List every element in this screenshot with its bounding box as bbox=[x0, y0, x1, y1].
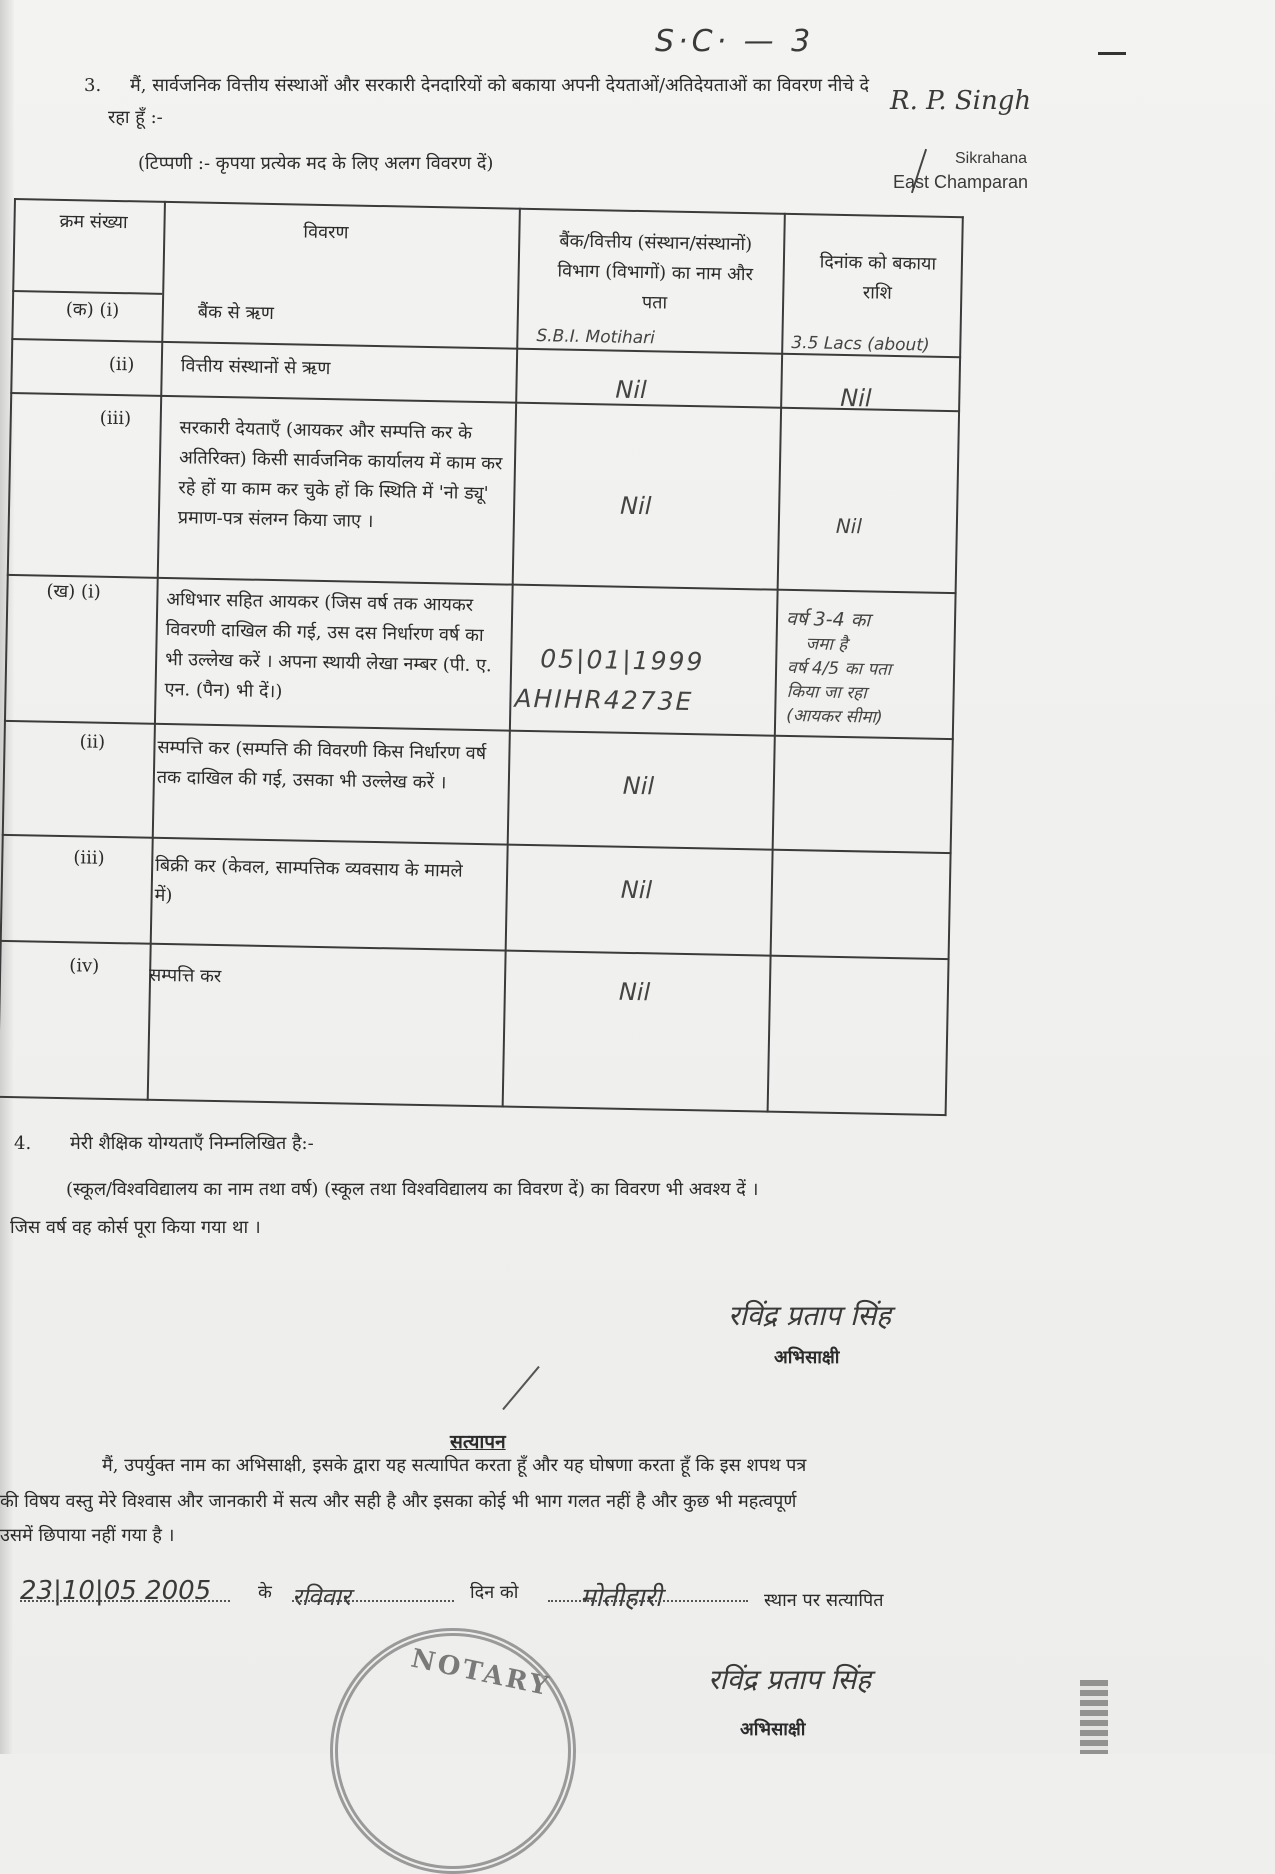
place-dotted-line bbox=[548, 1600, 748, 1602]
para3-note: (टिप्पणी :- कृपया प्रत्येक मद के लिए अलग विवरण दें) bbox=[138, 153, 494, 174]
day-dotted-line bbox=[292, 1600, 454, 1602]
row4-serial: (ख) (i) bbox=[46, 580, 101, 603]
para3-text-line2: रहा हूँ :- bbox=[108, 107, 163, 128]
para3-number: 3. bbox=[84, 75, 102, 96]
para4-sub-line2: जिस वर्ष वह कोर्स पूरा किया गया था । bbox=[10, 1217, 261, 1238]
deponent-signature-2: रविंद्र प्रताप सिंह bbox=[708, 1663, 872, 1696]
notary-seal-text: NOTARY bbox=[408, 1643, 554, 1703]
header-bank: बैंक/वित्तीय (संस्थान/संस्थानों) विभाग (विभागों) का नाम और पता bbox=[557, 230, 754, 314]
row4-amount-line4: किया जा रहा bbox=[786, 681, 867, 704]
verification-title: सत्यापन bbox=[450, 1431, 506, 1453]
row3-bank-handwritten: Nil bbox=[619, 491, 652, 521]
verification-place: मोतीहारी bbox=[580, 1583, 662, 1613]
deponent-label-2: अभिसाक्षी bbox=[740, 1719, 806, 1740]
verification-day: रविवार bbox=[292, 1583, 351, 1611]
dash-mark bbox=[1098, 52, 1126, 55]
verification-line1: मैं, उपर्युक्त नाम का अभिसाक्षी, इसके द्वारा यह सत्यापित करता हूँ और यह घोषणा करता हूँ कि इस शपथ पत्र bbox=[102, 1455, 807, 1476]
notary-seal bbox=[330, 1628, 576, 1874]
row7-serial: (iv) bbox=[69, 955, 100, 977]
row2-details: वित्तीय संस्थानों से ऋण bbox=[180, 355, 331, 380]
row4-details: अधिभार सहित आयकर (जिस वर्ष तक आयकर विवरणी दाखिल की गई, उस दस निर्धारण वर्ष का भी उल्लेख करें । अपना स्थायी लेखा नम्बर (पी. ए. एन. (पैन) भी दें।) bbox=[164, 589, 492, 703]
row4-date-handwritten: 05|01|1999 bbox=[539, 644, 705, 677]
deponent-label-1: अभिसाक्षी bbox=[774, 1347, 840, 1368]
sthan-label: स्थान पर सत्यापित bbox=[764, 1590, 884, 1611]
row4-amount-line1: वर्ष 3-4 का bbox=[785, 607, 871, 632]
row6-serial: (iii) bbox=[73, 847, 105, 869]
row1-serial: (क) (i) bbox=[65, 299, 120, 322]
row4-amount-line5: (आयकर सीमा) bbox=[786, 705, 883, 728]
din-ko-label: दिन को bbox=[470, 1582, 519, 1603]
row3-amount-handwritten: Nil bbox=[835, 513, 863, 539]
row2-amount-handwritten: Nil bbox=[840, 383, 872, 413]
row5-serial: (ii) bbox=[79, 731, 106, 753]
scan-edge-artifact bbox=[1080, 1680, 1108, 1754]
verification-line2: की विषय वस्तु मेरे विश्वास और जानकारी में सत्य और सही है और इसका कोई भी भाग गलत नहीं है और कुछ भी महत्वपूर्ण bbox=[0, 1491, 797, 1512]
deponent-signature-1: रविंद्र प्रताप सिंह bbox=[728, 1299, 892, 1332]
liabilities-table bbox=[0, 198, 1072, 1118]
row7-details: सम्पत्ति कर bbox=[148, 964, 222, 988]
row7-bank-handwritten: Nil bbox=[618, 977, 651, 1007]
row5-details: सम्पत्ति कर (सम्पत्ति की विवरणी किस निर्धारण वर्ष तक दाखिल की गई, उसका भी उल्लेख करें । bbox=[156, 736, 487, 794]
row1-details: बैंक से ऋण bbox=[197, 301, 275, 325]
row1-amount-handwritten: 3.5 Lacs (about) bbox=[791, 332, 930, 356]
row5-bank-handwritten: Nil bbox=[622, 771, 655, 801]
para3-text-line1: मैं, सार्वजनिक वित्तीय संस्थाओं और सरकारी देनदारियों को बकाया अपनी देयताओं/अतिदेयताओं का विवरण नीचे दे bbox=[130, 75, 870, 96]
verification-line3: उसमें छिपाया नहीं गया है । bbox=[0, 1525, 175, 1546]
para4-sub-line1: (स्कूल/विश्वविद्यालय का नाम तथा वर्ष) (स्कूल तथा विश्वविद्यालय का विवरण दें) का विवरण भी अवश्य दें । bbox=[66, 1179, 759, 1200]
row3-serial: (iii) bbox=[99, 407, 132, 430]
para4-text: मेरी शैक्षिक योग्यताएँ निम्नलिखित है:- bbox=[70, 1133, 314, 1154]
row3-details: सरकारी देयताएँ (आयकर और सम्पत्ति कर के अतिरिक्त) किसी सार्वजनिक कार्यालय में काम कर रहे हों या काम कर चुके हों कि स्थिति में 'नो ड्यू' प्रमाण-पत्र संलग्न किया जाए । bbox=[177, 417, 503, 532]
date-dotted-line bbox=[20, 1600, 230, 1602]
header-details: विवरण bbox=[303, 221, 349, 244]
advocate-stamp-name: R. P. Singh bbox=[890, 86, 1032, 116]
row2-bank-handwritten: Nil bbox=[615, 375, 647, 405]
para4-number: 4. bbox=[14, 1133, 32, 1154]
ke-label: के bbox=[258, 1582, 272, 1603]
verification-date: 23|10|05 2005 bbox=[20, 1576, 212, 1606]
row4-amount-line3: वर्ष 4/5 का पता bbox=[786, 657, 892, 680]
row4-pan-handwritten: AHIHR4273E bbox=[514, 683, 694, 717]
row1-bank-handwritten: S.B.I. Motihari bbox=[536, 326, 656, 349]
header-amount: दिनांक को बकाया राशि bbox=[819, 251, 937, 304]
advocate-stamp-district: East Champaran bbox=[893, 172, 1029, 192]
row6-bank-handwritten: Nil bbox=[620, 875, 653, 905]
row2-serial: (ii) bbox=[108, 353, 135, 376]
header-serial: क्रम संख्या bbox=[59, 210, 128, 234]
row4-amount-line2: जमा है bbox=[805, 634, 848, 656]
page-code: S·C· — 3 bbox=[655, 24, 815, 59]
pen-tick-mark bbox=[502, 1366, 540, 1410]
row6-details: बिक्री कर (केवल, साम्पत्तिक व्यवसाय के मामले में) bbox=[154, 854, 463, 907]
advocate-stamp-place: Sikrahana bbox=[955, 150, 1028, 167]
